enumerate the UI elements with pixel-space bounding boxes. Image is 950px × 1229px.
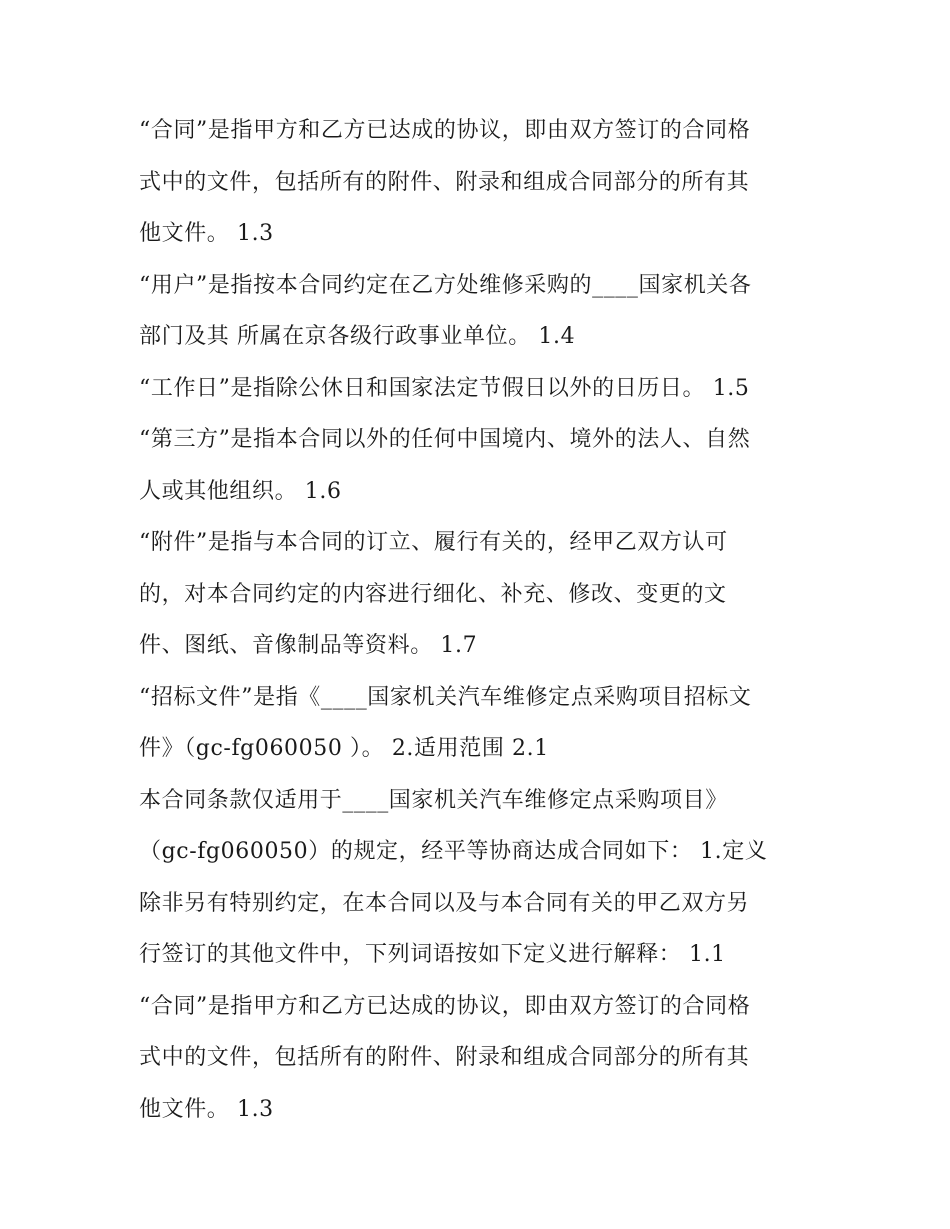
text-line: “第三方”是指本合同以外的任何中国境内、境外的法人、自然 [139, 427, 751, 452]
text-line: 式中的文件，包括所有的附件、附录和组成合同部分的所有其 [139, 1045, 750, 1070]
text-line: 部门及其 所属在京各级行政事业单位。 1.4 [139, 324, 576, 349]
text-line: “合同”是指甲方和乙方已达成的协议，即由双方签订的合同格 [139, 993, 751, 1019]
text-line: 他文件。 1.3 [139, 221, 274, 246]
text-line: “招标文件”是指《____国家机关汽车维修定点采购项目招标文 [139, 684, 752, 710]
text-line: （gc-fg060050）的规定，经平等协商达成合同如下： 1.定义 [139, 839, 768, 864]
text-line: 式中的文件，包括所有的附件、附录和组成合同部分的所有其 [139, 169, 750, 195]
text-line: 的，对本合同约定的内容进行细化、补充、修改、变更的文 [139, 581, 727, 607]
text-line: 行签订的其他文件中，下列词语按如下定义进行解释： 1.1 [139, 942, 726, 967]
text-line: 他文件。 1.3 [139, 1096, 274, 1122]
contract-text-block [139, 105, 839, 1135]
text-line: 件》（gc-fg060050 ）。 2.适用范围 2.1 [139, 736, 549, 761]
text-line: 件、图纸、音像制品等资料。 1.7 [139, 633, 478, 658]
text-line: “工作日”是指除公休日和国家法定节假日以外的日历日。 1.5 [139, 375, 750, 401]
text-line: 人或其他组织。 1.6 [139, 478, 342, 504]
text-line: 除非另有特别约定，在本合同以及与本合同有关的甲乙双方另 [139, 890, 750, 916]
text-line: 本合同条款仅适用于____国家机关汽车维修定点采购项目》 [139, 787, 728, 813]
text-line: “附件”是指与本合同的订立、履行有关的，经甲乙双方认可 [139, 530, 728, 555]
text-line: “合同”是指甲方和乙方已达成的协议，即由双方签订的合同格 [139, 118, 751, 143]
text-line: “用户”是指按本合同约定在乙方处维修采购的____国家机关各 [139, 272, 752, 298]
